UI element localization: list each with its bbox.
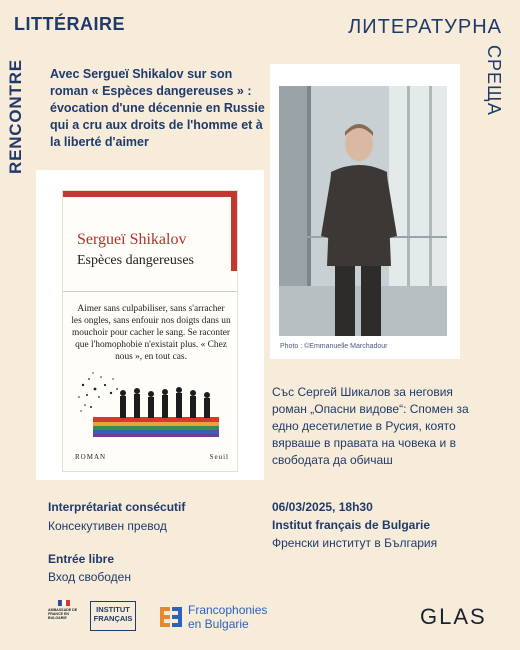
cover-footer-genre: ROMAN — [75, 453, 107, 461]
institut-francais-logo — [90, 601, 136, 631]
glas-logo: GLAS — [420, 604, 487, 629]
ambassade-logo — [48, 600, 82, 632]
interpretation-bg: Консекутивен превод — [48, 519, 167, 533]
interpretation-fr: Interprétariat consécutif — [48, 500, 186, 514]
francophonies-line2: en Bulgarie — [188, 617, 249, 631]
heading-sreshta-text: СРЕЩА — [484, 45, 504, 116]
institut-line2: FRANÇAIS — [93, 614, 133, 623]
cover-red-bar-top — [63, 191, 238, 197]
cover-title: Espèces dangereuses — [77, 253, 195, 268]
entry-fr: Entrée libre — [48, 552, 115, 566]
venue-fr: Institut français de Bulgarie — [272, 518, 431, 532]
francophonies-line1: Francophonies — [188, 603, 268, 617]
event-datetime: 06/03/2025, 18h30 — [272, 500, 373, 514]
francophonies-logo — [158, 603, 268, 633]
book-cover — [62, 190, 238, 472]
cover-footer — [75, 453, 229, 461]
cover-red-bar-right — [231, 191, 237, 271]
heading-rencontre-text: RENCONTRE — [6, 59, 25, 174]
intro-bulgarian: Със Сергей Шикалов за неговия роман „Опасни видове“: Спомен за едно десетилетие в Русия, която вярваше в правата на човека и в свободата да обичаш — [272, 385, 469, 467]
cover-quote: Aimer sans culpabiliser, sans s'arracher les ongles, sans enfouir nos doigts dans un mouchoir pour cacher le sang. Se raconter que l'homophobie n'existait plus. « Chez nous », en tout cas. — [71, 304, 231, 362]
ambassade-text: AMBASSADE DE FRANCE EN BULGARIE — [48, 608, 78, 621]
francophonies-emblem-icon — [158, 605, 184, 629]
author-photo — [279, 86, 447, 336]
entry-bg: Вход свободен — [48, 570, 131, 584]
intro-french: Avec Sergueï Shikalov sur son roman « Espèces dangereuses » : évocation d'une décennie en Russie qui a cru aux droits de l'homme et à la liberté d'aimer — [50, 67, 265, 149]
cover-footer-publisher: Seuil — [209, 453, 229, 461]
cover-divider — [63, 291, 238, 292]
heading-literaturna: ЛИТЕРАТУРНА — [348, 16, 502, 38]
heading-sreshta-vertical — [484, 45, 506, 125]
venue-bg: Френски институт в България — [272, 536, 438, 550]
heading-rencontre-vertical — [4, 40, 28, 180]
cover-illustration — [73, 367, 229, 445]
heading-litteraire: LITTÉRAIRE — [14, 14, 125, 34]
cover-author: Sergueï Shikalov — [77, 231, 187, 248]
institut-line1: INSTITUT — [96, 605, 130, 614]
photo-credit: Photo : ©Emmanuelle Marchadour — [280, 343, 388, 350]
